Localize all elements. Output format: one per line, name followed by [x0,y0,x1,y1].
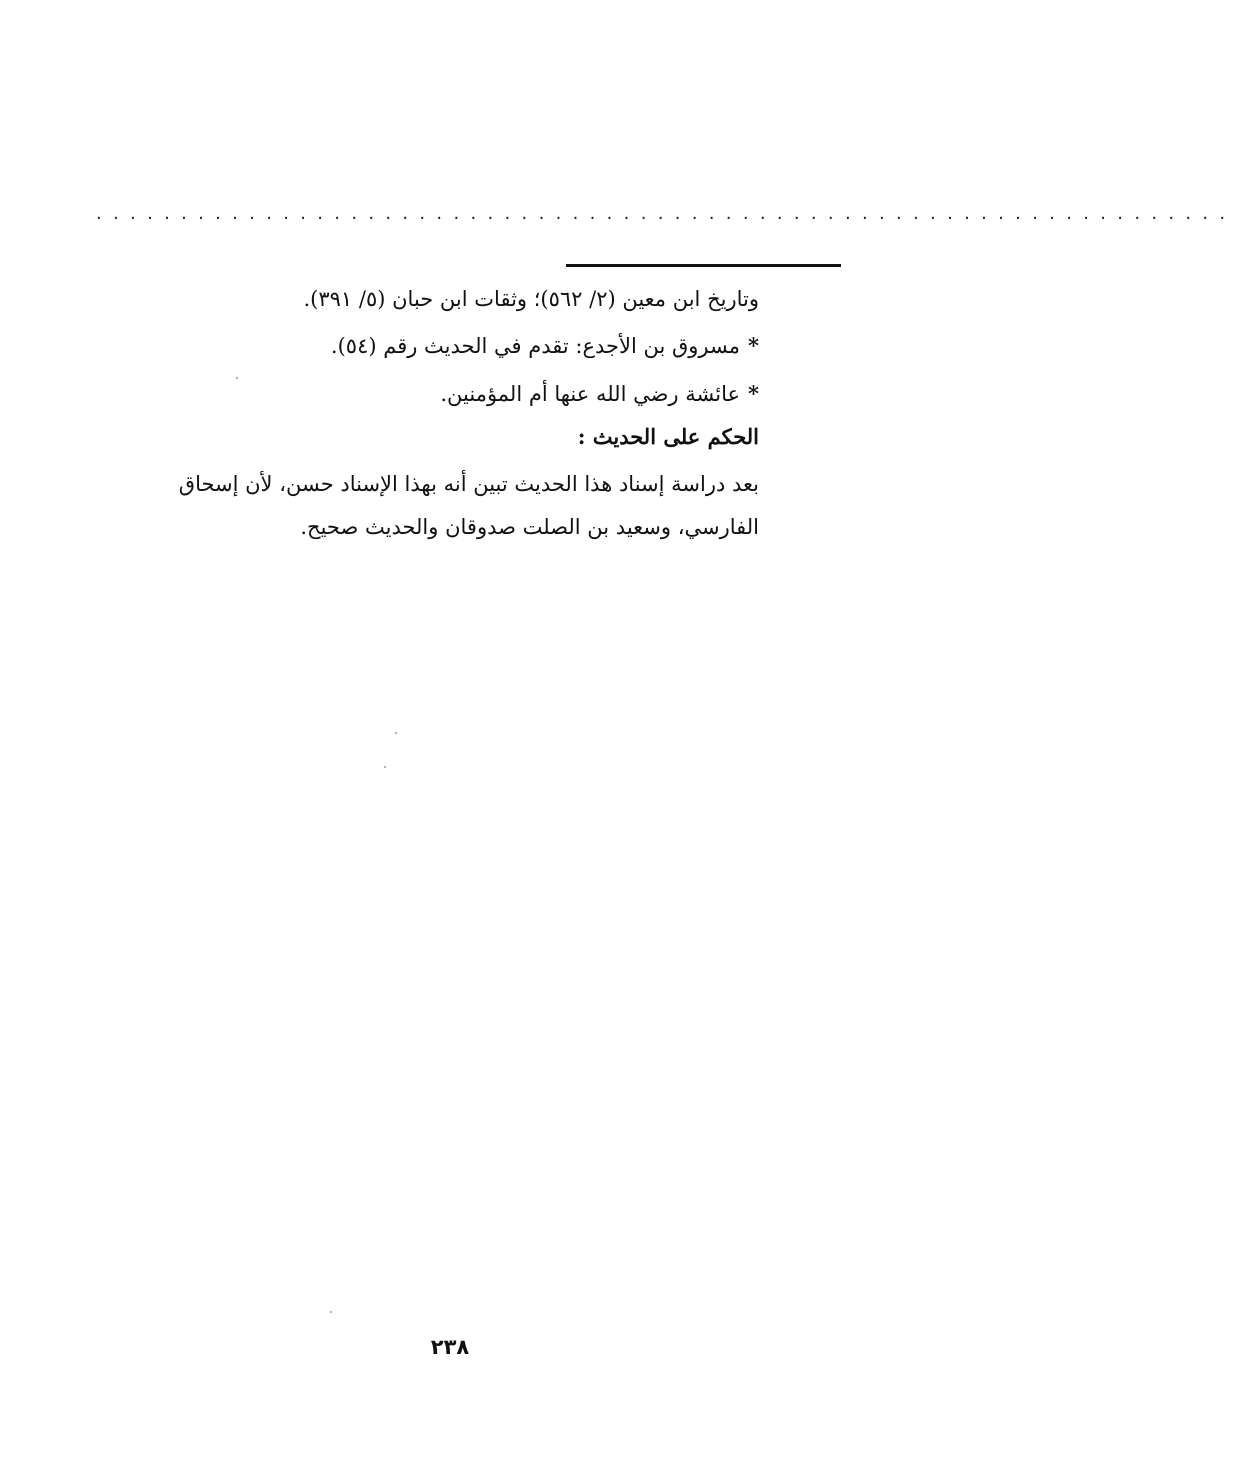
section-heading: الحكم على الحديث : [577,424,759,449]
paragraph-line: الفارسي، وسعيد بن الصلت صدوقان والحديث صحيح. [300,515,759,539]
asterisk-icon: * [748,333,759,358]
scan-speck [395,732,397,734]
scan-speck [330,1311,332,1313]
paragraph-line: بعد دراسة إسناد هذا الحديث تبين أنه بهذا الإسناد حسن، لأن إسحاق [178,472,759,496]
scan-speck [384,766,386,768]
reference-line: وتاريخ ابن معين (٢/ ٥٦٢)؛ وثقات ابن حبان (٥/ ٣٩١). [303,287,759,311]
dotted-separator: ................................................................... [96,203,1236,224]
list-item-text: عائشة رضي الله عنها أم المؤمنين. [440,382,741,406]
list-item-text: مسروق بن الأجدع: تقدم في الحديث رقم (٥٤). [330,334,741,358]
scan-speck [236,377,238,379]
list-item [440,380,759,408]
page-number: ٢٣٨ [430,1335,470,1359]
list-item [331,332,759,360]
ruling-paragraph [86,463,759,549]
footnote-rule [566,264,841,267]
asterisk-icon: * [748,381,759,406]
